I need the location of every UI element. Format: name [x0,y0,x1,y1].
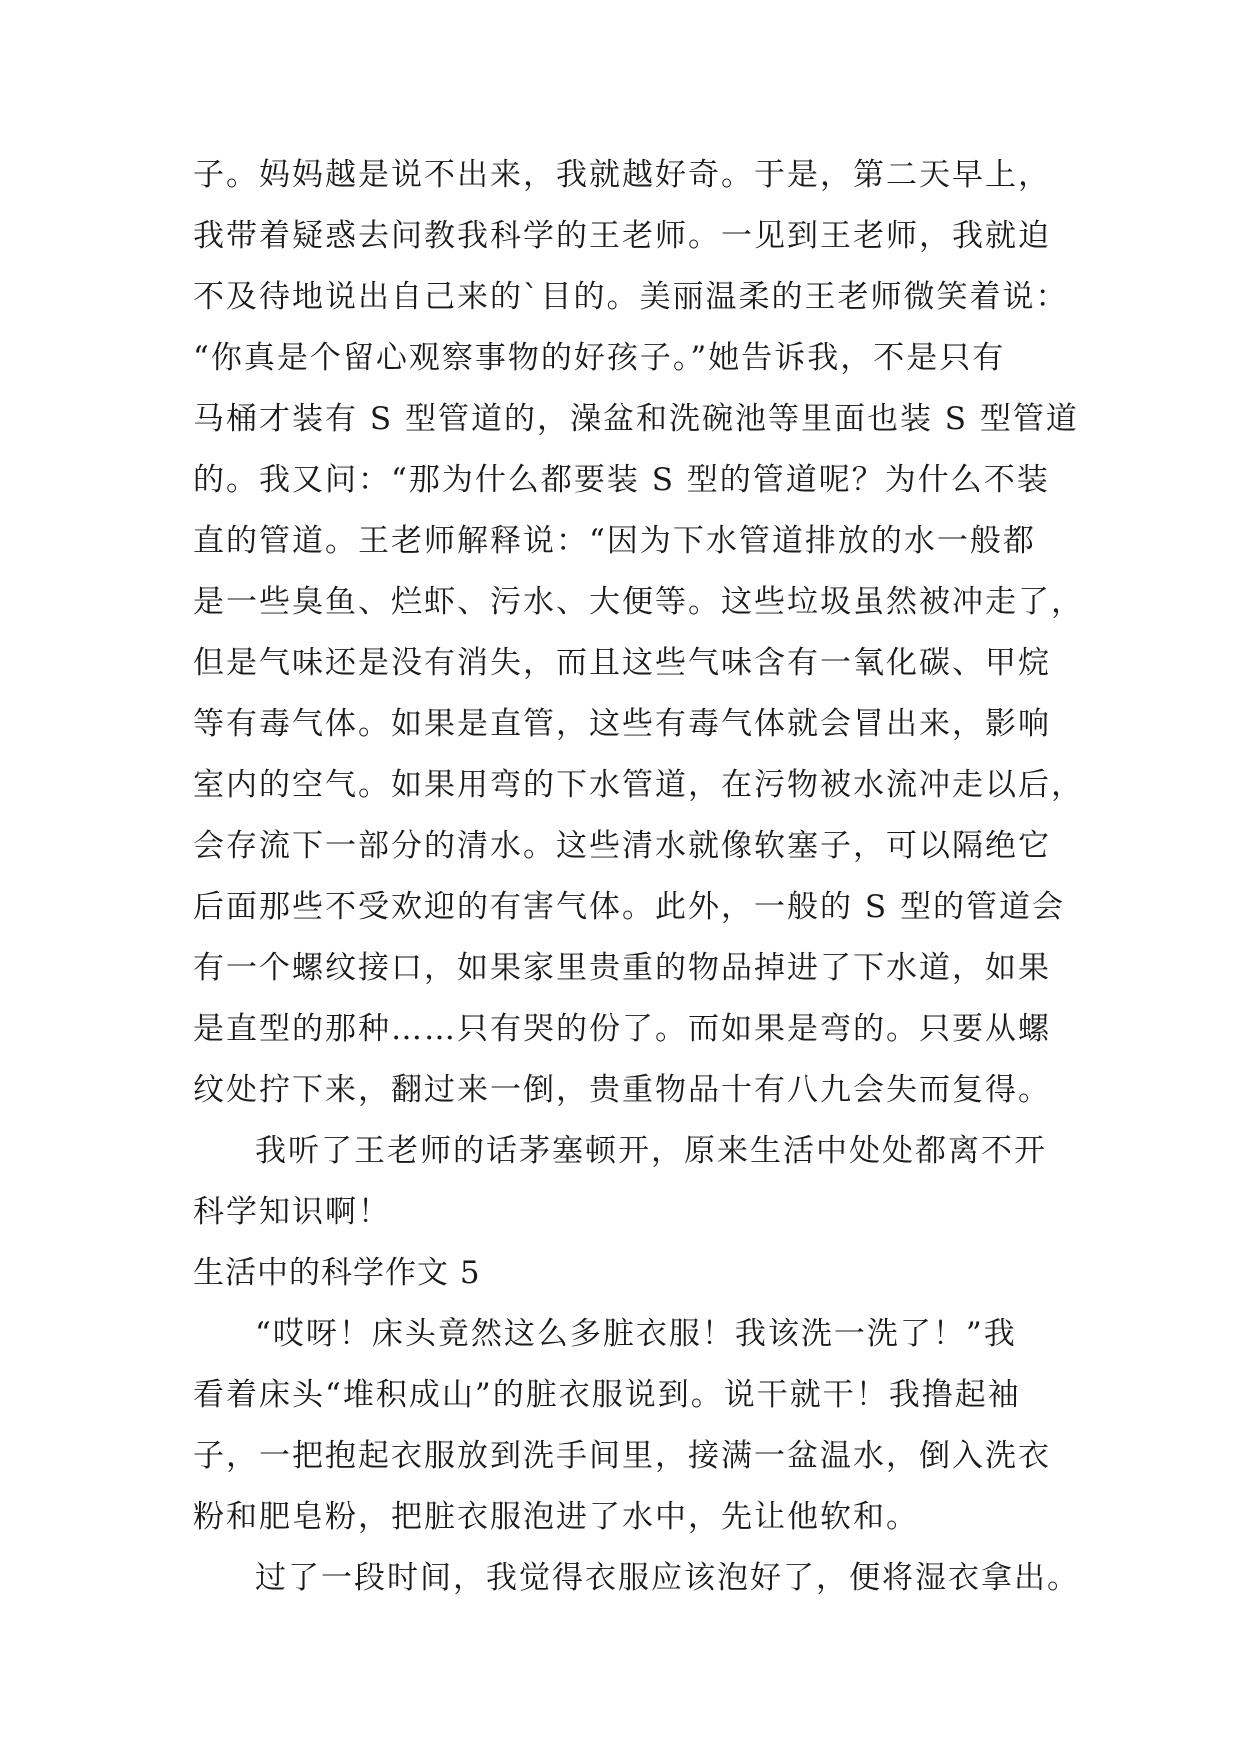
text-line: 后面那些不受欢迎的有害气体。此外，一般的 S 型的管道会 [193,889,1065,925]
paragraph-first-line: “哎呀！床头竟然这么多脏衣服！我该洗一洗了！”我 [255,1316,1017,1352]
text-line: 是直型的那种……只有哭的份了。而如果是弯的。只要从螺 [193,1011,1051,1047]
text-line: 子。妈妈越是说不出来，我就越好奇。于是，第二天早上， [193,157,1051,193]
section-heading: 生活中的科学作文 5 [193,1255,481,1291]
paragraph-first-line: 我听了王老师的话茅塞顿开，原来生活中处处都离不开 [255,1133,1047,1169]
text-line: 纹处拧下来，翻过来一倒，贵重物品十有八九会失而复得。 [193,1072,1051,1108]
paragraph-first-line: 过了一段时间，我觉得衣服应该泡好了，便将湿衣拿出。 [255,1560,1080,1596]
text-line: “你真是个留心观察事物的好孩子。”她告诉我，不是只有 [193,340,1006,376]
text-line: 等有毒气体。如果是直管，这些有毒气体就会冒出来，影响 [193,706,1051,742]
text-line: 粉和肥皂粉，把脏衣服泡进了水中，先让他软和。 [193,1499,919,1535]
text-line: 马桶才装有 S 型管道的，澡盆和洗碗池等里面也装 S 型管道 [193,401,1079,437]
text-line: 的。我又问：“那为什么都要装 S 型的管道呢？为什么不装 [193,462,1050,498]
text-line: 子，一把抱起衣服放到洗手间里，接满一盆温水，倒入洗衣 [193,1438,1051,1474]
text-line: 室内的空气。如果用弯的下水管道，在污物被水流冲走以后， [193,767,1084,803]
text-line: 但是气味还是没有消失，而且这些气味含有一氧化碳、甲烷 [193,645,1051,681]
text-line: 直的管道。王老师解释说：“因为下水管道排放的水一般都 [193,523,1036,559]
text-line: 有一个螺纹接口，如果家里贵重的物品掉进了下水道，如果 [193,950,1051,986]
text-line: 会存流下一部分的清水。这些清水就像软塞子，可以隔绝它 [193,828,1051,864]
text-line: 科学知识啊！ [193,1194,391,1230]
text-line: 是一些臭鱼、烂虾、污水、大便等。这些垃圾虽然被冲走了， [193,584,1084,620]
text-line: 看着床头“堆积成山”的脏衣服说到。说干就干！我撸起袖 [193,1377,1021,1413]
text-line: 不及待地说出自己来的`目的。美丽温柔的王老师微笑着说： [193,279,1069,315]
text-line: 我带着疑惑去问教我科学的王老师。一见到王老师，我就迫 [193,218,1051,254]
